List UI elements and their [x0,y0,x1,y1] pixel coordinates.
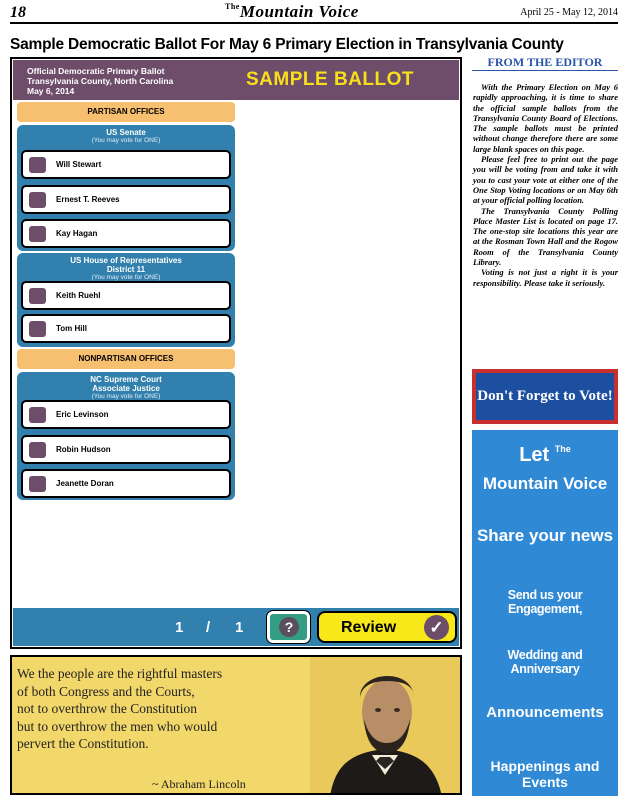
partisan-offices-heading: PARTISAN OFFICES [17,102,235,122]
review-label: Review [341,619,397,636]
contest-nc-supreme-court [17,372,235,500]
contest-title-line: NC Supreme Court [90,375,162,384]
promo-send: Send us your Engagement, [507,588,583,616]
candidate-option[interactable] [21,435,231,464]
vote-checkbox[interactable] [29,321,46,337]
sample-ballot [10,57,462,649]
vote-checkbox[interactable] [29,407,46,423]
editor-paragraph: Please feel free to print out the page you will be voting from and take it with you to cast your vote at either one of the One Stop Voting locations or on May 6th at your official polling location. [473,154,618,206]
candidate-name: Eric Levinson [56,410,109,419]
editor-note [473,82,618,288]
candidate-option[interactable] [21,400,231,429]
vote-instruction: (You may vote for ONE) [91,274,161,281]
masthead-name: Mountain Voice [239,2,359,21]
ballot-header [13,60,459,100]
quote-line: We the people are the rightful masters [17,666,223,681]
lincoln-quote-ad [10,655,462,795]
vote-reminder-banner [472,369,618,424]
nonpartisan-offices-heading: NONPARTISAN OFFICES [17,349,235,369]
candidate-option[interactable] [21,150,231,179]
page-separator: / [206,619,211,636]
candidate-option[interactable] [21,314,231,343]
editor-paragraph: With the Primary Election on May 6 rapidly approaching, it is time to share the official sample ballots from the Transylvania County Board of Elections. The sample ballots must be printed without change therefore there are some large blank spaces on this page. [473,82,618,154]
promo-let: Let [519,444,550,466]
editor-paragraph: The Transylvania County Polling Place Master List is located on page 17. The one-stop site locations this year are at the Rosman Town Hall and the Rogow Room of the Transylvania County Library. [473,205,618,268]
candidate-name: Tom Hill [56,324,87,333]
ballot-info-line: May 6, 2014 [27,86,75,96]
editor-paragraph: Voting is not just a right it is your responsibility. Please take it seriously. [473,267,618,288]
promo-wedding: Wedding and Anniversary [507,648,583,676]
candidate-option[interactable] [21,281,231,310]
candidate-name: Ernest T. Reeves [56,195,120,204]
promo-name: Mountain Voice [482,474,608,493]
contest-title [17,375,235,393]
candidate-option[interactable] [21,185,231,214]
masthead [225,2,359,22]
promo-events: Happenings and Events [490,758,600,790]
page-total: 1 [235,619,244,636]
page-headline: Sample Democratic Ballot For May 6 Primary Election in Transylvania County [10,36,564,53]
contest-title: US Senate [106,128,146,137]
page-number: 18 [10,4,26,21]
issue-date: April 25 - May 12, 2014 [520,7,618,18]
contest-title-line: District 11 [106,265,146,274]
ballot-info-line: Official Democratic Primary Ballot [27,66,165,76]
ballot-footer [13,608,459,646]
promo-the: The [554,444,571,454]
contest-us-house [17,253,235,347]
mountain-voice-promo [472,430,618,796]
vote-checkbox[interactable] [29,226,46,242]
quote-line: pervert the Constitution. [17,736,149,751]
contest-title-line: US House of Representatives [70,256,182,265]
quote-line: of both Congress and the Courts, [17,683,195,699]
candidate-name: Jeanette Doran [56,479,114,488]
contest-us-senate [17,125,235,251]
contest-title-line: Associate Justice [92,384,160,393]
vote-instruction: (You may vote for ONE) [91,137,161,144]
quote-line: but to overthrow the men who would [17,718,218,734]
vote-reminder-text: Don't Forget to Vote! [476,373,614,420]
promo-announce: Announcements [486,704,604,721]
checkmark-icon: ✓ [424,615,449,640]
question-icon: ? [279,617,299,637]
quote-text [17,665,317,753]
vote-checkbox[interactable] [29,476,46,492]
promo-masthead [472,444,618,467]
review-button[interactable] [317,611,457,643]
vote-instruction: (You may vote for ONE) [91,393,161,400]
vote-checkbox[interactable] [29,288,46,304]
editor-heading: FROM THE EDITOR [472,55,618,71]
ballot-title: SAMPLE BALLOT [246,69,414,90]
candidate-option[interactable] [21,469,231,498]
page-current: 1 [175,619,184,636]
candidate-option[interactable] [21,219,231,248]
candidate-name: Keith Ruehl [56,291,101,300]
contest-title [17,256,235,274]
vote-checkbox[interactable] [29,157,46,173]
candidate-name: Will Stewart [56,160,102,169]
vote-checkbox[interactable] [29,442,46,458]
quote-attribution: ~ Abraham Lincoln [152,777,246,791]
ballot-info [27,66,173,96]
quote-line: not to overthrow the Constitution [17,701,197,716]
help-button[interactable] [267,611,310,643]
page-header [10,4,618,24]
ballot-info-line: Transylvania County, North Carolina [27,76,174,86]
promo-share: Share your news [476,526,614,545]
candidate-name: Robin Hudson [56,445,111,454]
masthead-prefix: The [225,2,240,11]
vote-checkbox[interactable] [29,192,46,208]
candidate-name: Kay Hagan [56,229,98,238]
lincoln-portrait-image [310,657,460,795]
